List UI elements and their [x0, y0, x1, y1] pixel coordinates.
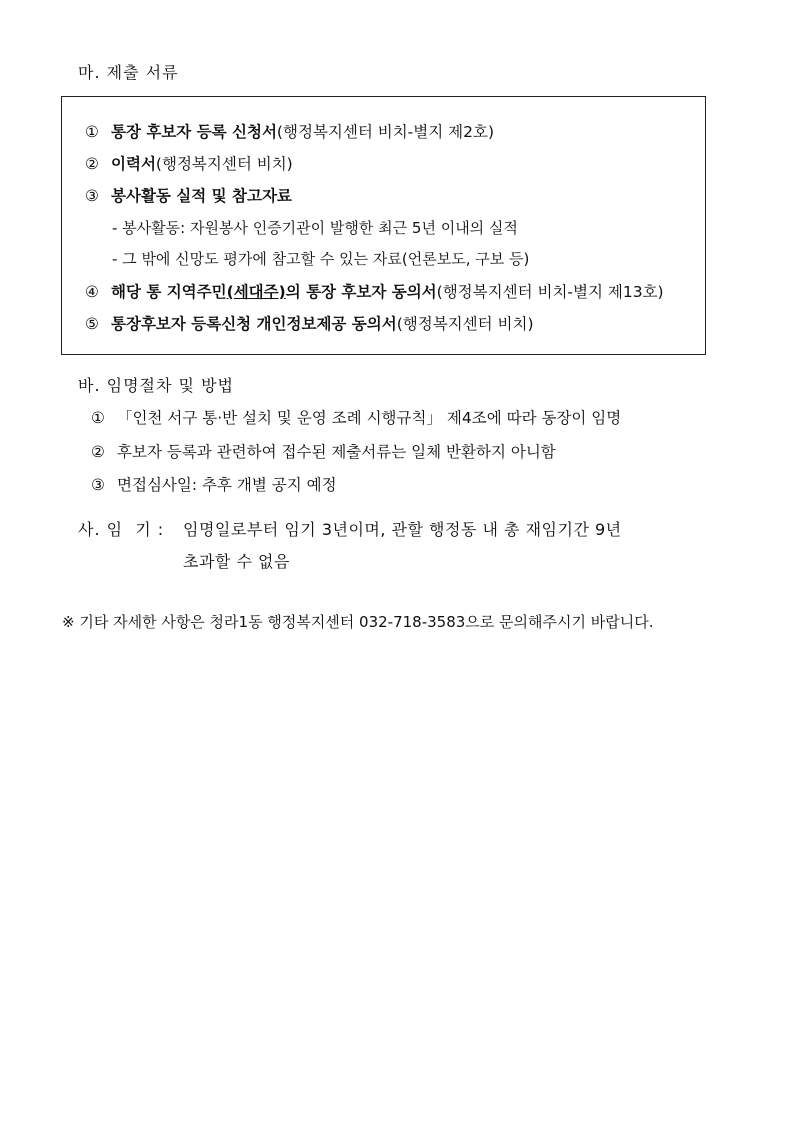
procedure-item-1 [91, 406, 621, 428]
doc-item-1-main: 통장 후보자 등록 신청서 [111, 123, 277, 141]
doc-item-1-paren: (행정복지센터 비치-별지 제2호) [276, 123, 495, 141]
term-line-2: 초과할 수 없음 [183, 552, 290, 571]
doc-item-4-number: ④ [85, 283, 99, 301]
doc-item-3 [85, 184, 292, 206]
doc-item-2-main: 이력서 [111, 155, 156, 173]
doc-item-2 [85, 152, 293, 174]
doc-item-4-main-underlined: (세대주) [226, 283, 286, 301]
doc-item-3-main: 봉사활동 실적 및 참고자료 [111, 187, 292, 205]
doc-subitem-volunteer: - 봉사활동: 자원봉사 인증기관이 발행한 최근 5년 이내의 실적 [112, 219, 518, 237]
doc-item-3-number: ③ [85, 187, 99, 205]
doc-item-5-number: ⑤ [85, 315, 99, 333]
contact-note: ※ 기타 자세한 사항은 청라1동 행정복지센터 032-718-3583으로 문의해주시기 바랍니다. [62, 613, 654, 631]
procedure-item-3 [91, 473, 337, 495]
doc-item-5-paren: (행정복지센터 비치) [396, 315, 534, 333]
doc-item-4-main-a: 해당 통 지역주민 [111, 283, 227, 301]
procedure-item-1-text: 「인천 서구 통·반 설치 및 운영 조례 시행규칙」 제4조에 따라 동장이 임명 [117, 409, 622, 427]
section-ba-heading: 바. 임명절차 및 방법 [78, 376, 234, 395]
procedure-item-1-number: ① [91, 409, 105, 427]
doc-item-4-paren: (행정복지센터 비치-별지 제13호) [436, 283, 664, 301]
procedure-item-3-number: ③ [91, 476, 105, 494]
section-sa-label: 사. 임 기 : [78, 520, 165, 539]
doc-item-4-main-b: 의 통장 후보자 동의서 [285, 283, 437, 301]
procedure-item-2 [91, 440, 556, 462]
term-line-1: 임명일로부터 임기 3년이며, 관할 행정동 내 총 재임기간 9년 [183, 520, 622, 539]
doc-item-2-number: ② [85, 155, 99, 173]
doc-item-1-number: ① [85, 123, 99, 141]
doc-subitem-reference: - 그 밖에 신망도 평가에 참고할 수 있는 자료(언론보도, 구보 등) [112, 250, 530, 268]
doc-item-5 [85, 312, 534, 334]
section-ma-heading: 마. 제출 서류 [78, 63, 179, 82]
procedure-item-3-text: 면접심사일: 추후 개별 공지 예정 [117, 476, 337, 494]
doc-item-2-paren: (행정복지센터 비치) [155, 155, 293, 173]
procedure-item-2-text: 후보자 등록과 관련하여 접수된 제출서류는 일체 반환하지 아니함 [117, 443, 556, 461]
procedure-item-2-number: ② [91, 443, 105, 461]
doc-item-1 [85, 120, 494, 142]
doc-item-5-main: 통장후보자 등록신청 개인정보제공 동의서 [111, 315, 397, 333]
doc-item-4 [85, 280, 664, 302]
